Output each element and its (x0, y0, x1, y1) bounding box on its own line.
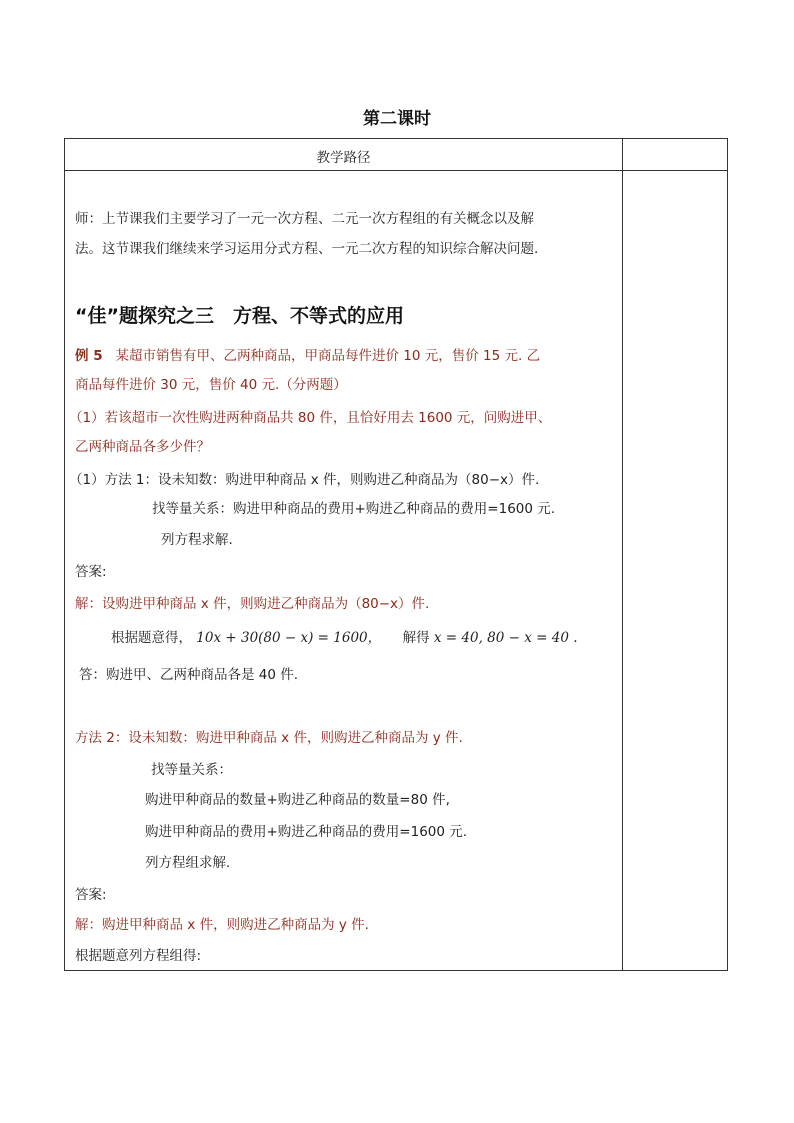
solution-1-line-2 (111, 629, 578, 647)
method-2-line-1: 方法 2：设未知数：购进甲种商品 x 件，则购进乙种商品为 y 件. (75, 730, 463, 746)
method-2-line-4: 购进甲种商品的费用+购进乙种商品的费用=1600 元. (145, 824, 468, 840)
intro-line-2: 法。这节课我们继续来学习运用分式方程、一元二次方程的知识综合解决问题. (75, 241, 539, 257)
solution-2-line-2: 根据题意列方程组得: (75, 948, 202, 964)
section-title: “佳”题探究之三 方程、不等式的应用 (75, 305, 404, 327)
example-line-2: 商品每件进价 30 元，售价 40 元.（分两题） (75, 377, 347, 393)
example-label: 例 5 (75, 348, 103, 364)
method-1-line-2: 找等量关系：购进甲种商品的费用+购进乙种商品的费用=1600 元. (152, 501, 556, 517)
solution-1-lead: 根据题意得， (111, 630, 192, 646)
answer-label-1: 答案: (75, 564, 107, 580)
solution-2-line-1: 解：购进甲种商品 x 件，则购进乙种商品为 y 件. (75, 917, 369, 933)
method-1-line-3: 列方程求解. (161, 532, 233, 548)
question-1-line-2: 乙两种商品各多少件？ (75, 439, 210, 455)
table-header: 教学路径 (316, 150, 371, 166)
lesson-table (64, 138, 728, 971)
solution-1-line-3: 答：购进甲、乙两种商品各是 40 件. (79, 667, 299, 683)
intro-line-1: 师：上节课我们主要学习了一元一次方程、二元一次方程组的有关概念以及解 (75, 211, 534, 227)
solution-1-line-1: 解：设购进甲种商品 x 件，则购进乙种商品为（80−x）件. (75, 596, 430, 612)
equation-result: x = 40, 80 − x = 40 . (433, 630, 578, 646)
answer-label-2: 答案: (75, 887, 107, 903)
example-line-1 (75, 347, 540, 365)
equation: 10x + 30(80 − x) = 1600， (196, 630, 382, 646)
page-title: 第二课时 (363, 109, 431, 129)
method-2-line-2: 找等量关系： (151, 762, 232, 778)
example-text: 某超市销售有甲、乙两种商品，甲商品每件进价 10 元，售价 15 元. 乙 (115, 348, 541, 364)
solution-1-solve-label: 解得 (402, 630, 430, 646)
header-divider (65, 170, 727, 171)
method-2-line-5: 列方程组求解. (145, 855, 231, 871)
question-1-line-1: （1）若该超市一次性购进两种商品共 80 件，且恰好用去 1600 元，问购进甲、 (69, 410, 552, 426)
column-divider (622, 139, 623, 970)
method-2-line-3: 购进甲种商品的数量+购进乙种商品的数量=80 件, (145, 792, 450, 808)
method-1-line-1: （1）方法 1：设未知数：购进甲种商品 x 件，则购进乙种商品为（80−x）件. (69, 472, 540, 488)
